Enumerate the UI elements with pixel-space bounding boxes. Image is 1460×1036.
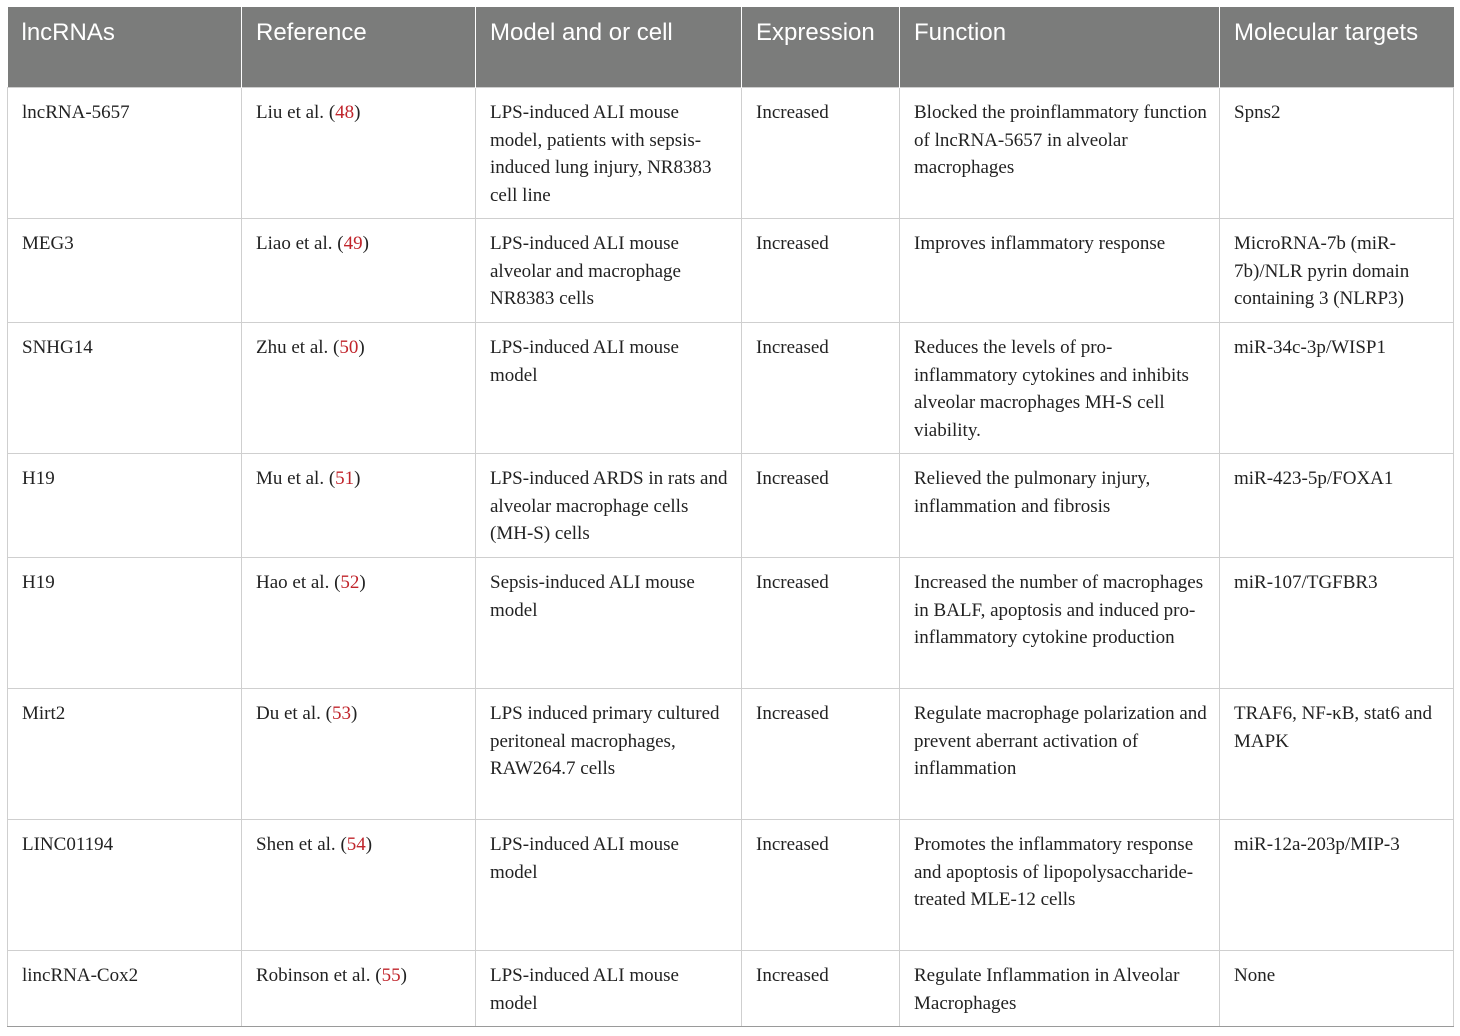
reference-author: Mu et al.	[256, 468, 325, 489]
cell-lncrna: LINC01194	[8, 820, 242, 951]
reference-author: Du et al.	[256, 703, 321, 724]
cell-model: LPS-induced ALI mouse model, patients with sepsis-induced lung injury, NR8383 cell line	[476, 88, 742, 219]
cell-lncrna: MEG3	[8, 219, 242, 323]
cell-reference: Liu et al. (48)	[242, 88, 476, 219]
reference-number-link[interactable]: 49	[343, 233, 363, 254]
cell-function: Regulate macrophage polarization and prevent aberrant activation of inflammation	[900, 689, 1220, 820]
table-row	[8, 454, 1454, 558]
header-molecular-targets: Molecular targets	[1220, 7, 1454, 88]
cell-model: LPS-induced ARDS in rats and alveolar macrophage cells (MH-S) cells	[476, 454, 742, 558]
reference-number-link[interactable]: 54	[346, 834, 366, 855]
table-header	[8, 7, 1454, 88]
cell-expression: Increased	[742, 88, 900, 219]
cell-model: LPS-induced ALI mouse alveolar and macrophage NR8383 cells	[476, 219, 742, 323]
header-reference: Reference	[242, 7, 476, 88]
cell-lncrna: lncRNA-5657	[8, 88, 242, 219]
table-body	[8, 88, 1454, 1027]
cell-model: LPS-induced ALI mouse model	[476, 323, 742, 454]
reference-author: Liao et al.	[256, 233, 333, 254]
cell-function: Increased the number of macrophages in BALF, apoptosis and induced pro-inflammatory cytokine production	[900, 558, 1220, 689]
table-row	[8, 558, 1454, 689]
table-row	[8, 219, 1454, 323]
table-row	[8, 820, 1454, 951]
reference-author: Zhu et al.	[256, 337, 329, 358]
reference-number-link[interactable]: 52	[340, 572, 360, 593]
lncrna-table	[7, 7, 1454, 1027]
cell-expression: Increased	[742, 689, 900, 820]
cell-molecular-targets: None	[1220, 951, 1454, 1027]
table-row	[8, 323, 1454, 454]
header-expression: Expression	[742, 7, 900, 88]
table-row	[8, 951, 1454, 1027]
cell-molecular-targets: miR-34c-3p/WISP1	[1220, 323, 1454, 454]
cell-reference: Zhu et al. (50)	[242, 323, 476, 454]
header-lncrnas: lncRNAs	[8, 7, 242, 88]
cell-function: Promotes the inflammatory response and apoptosis of lipopolysaccharide-treated MLE-12 cells	[900, 820, 1220, 951]
cell-reference: Du et al. (53)	[242, 689, 476, 820]
cell-molecular-targets: Spns2	[1220, 88, 1454, 219]
reference-author: Robinson et al.	[256, 965, 371, 986]
cell-lncrna: H19	[8, 558, 242, 689]
cell-molecular-targets: TRAF6, NF-κB, stat6 and MAPK	[1220, 689, 1454, 820]
cell-expression: Increased	[742, 454, 900, 558]
reference-number-link[interactable]: 48	[335, 102, 355, 123]
reference-author: Hao et al.	[256, 572, 330, 593]
cell-model: LPS-induced ALI mouse model	[476, 951, 742, 1027]
reference-number-link[interactable]: 53	[331, 703, 351, 724]
cell-lncrna: SNHG14	[8, 323, 242, 454]
reference-author: Liu et al.	[256, 102, 325, 123]
cell-expression: Increased	[742, 219, 900, 323]
cell-reference: Hao et al. (52)	[242, 558, 476, 689]
cell-function: Reduces the levels of pro-inflammatory cytokines and inhibits alveolar macrophages MH-S cell viability.	[900, 323, 1220, 454]
cell-model: LPS-induced ALI mouse model	[476, 820, 742, 951]
cell-function: Improves inflammatory response	[900, 219, 1220, 323]
cell-function: Blocked the proinflammatory function of lncRNA-5657 in alveolar macrophages	[900, 88, 1220, 219]
cell-model: LPS induced primary cultured peritoneal macrophages, RAW264.7 cells	[476, 689, 742, 820]
cell-reference: Robinson et al. (55)	[242, 951, 476, 1027]
cell-function: Regulate Inflammation in Alveolar Macrophages	[900, 951, 1220, 1027]
cell-reference: Mu et al. (51)	[242, 454, 476, 558]
cell-molecular-targets: miR-423-5p/FOXA1	[1220, 454, 1454, 558]
reference-author: Shen et al.	[256, 834, 336, 855]
cell-expression: Increased	[742, 951, 900, 1027]
cell-molecular-targets: miR-12a-203p/MIP-3	[1220, 820, 1454, 951]
cell-expression: Increased	[742, 558, 900, 689]
cell-molecular-targets: miR-107/TGFBR3	[1220, 558, 1454, 689]
table-row	[8, 88, 1454, 219]
cell-expression: Increased	[742, 323, 900, 454]
cell-lncrna: H19	[8, 454, 242, 558]
reference-number-link[interactable]: 55	[381, 965, 401, 986]
cell-function: Relieved the pulmonary injury, inflammation and fibrosis	[900, 454, 1220, 558]
cell-model: Sepsis-induced ALI mouse model	[476, 558, 742, 689]
cell-reference: Shen et al. (54)	[242, 820, 476, 951]
header-model: Model and or cell	[476, 7, 742, 88]
header-row	[8, 7, 1454, 88]
reference-number-link[interactable]: 51	[335, 468, 355, 489]
reference-number-link[interactable]: 50	[339, 337, 359, 358]
cell-lncrna: lincRNA-Cox2	[8, 951, 242, 1027]
header-function: Function	[900, 7, 1220, 88]
table-row	[8, 689, 1454, 820]
cell-reference: Liao et al. (49)	[242, 219, 476, 323]
cell-lncrna: Mirt2	[8, 689, 242, 820]
cell-expression: Increased	[742, 820, 900, 951]
cell-molecular-targets: MicroRNA-7b (miR-7b)/NLR pyrin domain containing 3 (NLRP3)	[1220, 219, 1454, 323]
